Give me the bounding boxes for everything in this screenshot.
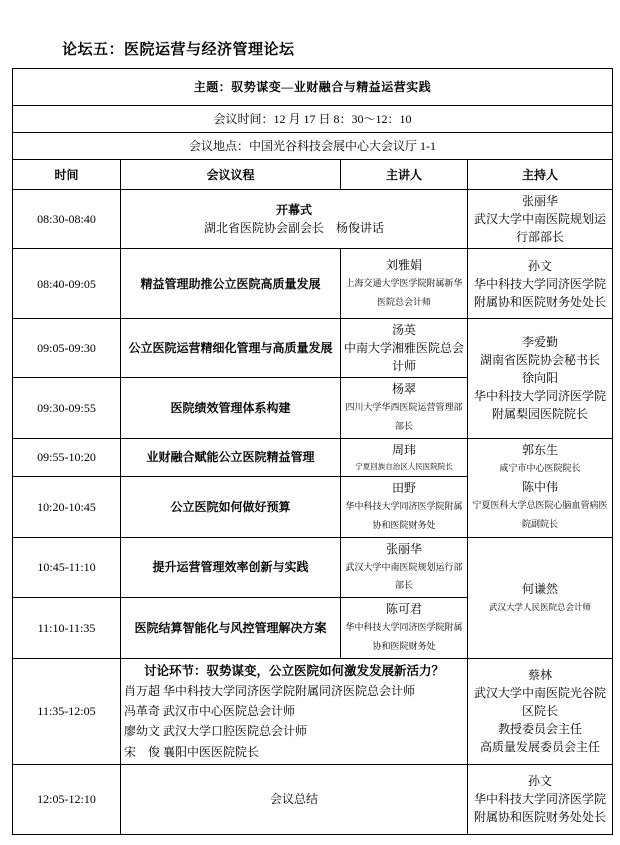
time-cell: 10:45-11:10: [13, 537, 121, 598]
host-name: 郭东生: [522, 443, 559, 458]
time-cell: 08:40-09:05: [13, 249, 121, 319]
host-cell-merged: [468, 537, 613, 659]
header-agenda: 会议议程: [121, 160, 341, 190]
speaker-affiliation: 四川大学华西医院运营管理部部长: [345, 402, 463, 431]
speaker-affiliation: 中南大学湘雅医院总会计师: [344, 341, 465, 373]
schedule-row: [13, 249, 613, 319]
host-affiliation: 武汉大学人民医院总会计师: [489, 601, 592, 612]
theme-cell: 主题：驭势谋变—业财融合与精益运营实践: [13, 69, 613, 106]
speaker-name: 张丽华: [385, 541, 422, 556]
speaker-name: 周玮: [391, 442, 416, 457]
document-page: [0, 38, 620, 845]
host-affiliation: 咸宁市中心医院院长: [499, 463, 581, 474]
speaker-affiliation: 武汉大学中南医院规划运行部部长: [345, 561, 463, 591]
host-affiliation: 教授委员会主任: [498, 722, 583, 737]
header-time: 时间: [13, 160, 121, 190]
host-name: 徐向阳: [522, 371, 559, 386]
speaker-cell: [341, 249, 468, 319]
host-name: 李爱勤: [522, 335, 559, 350]
speaker-cell: [341, 598, 468, 659]
discussion-cell: [121, 659, 468, 765]
meeting-time-cell: 会议时间：12 月 17 日 8：30～12：10: [13, 106, 613, 133]
agenda-cell: 业财融合赋能公立医院精益管理: [121, 438, 341, 476]
speaker-name: 刘雅娟: [385, 257, 422, 272]
conference-schedule-table: [12, 68, 613, 835]
time-cell: 11:10-11:35: [13, 598, 121, 659]
host-affiliation: 高质量发展委员会主任: [480, 740, 601, 755]
agenda-cell: [121, 190, 468, 249]
meeting-time-row: [13, 106, 613, 133]
agenda-detail: 湖北省医院协会副会长 杨俊讲话: [203, 221, 384, 235]
time-cell: 12:05-12:10: [13, 764, 121, 834]
discussion-title: 讨论环节：驭势谋变，公立医院如何激发发展新活力？: [143, 664, 444, 679]
agenda-cell: 公立医院如何做好预算: [121, 476, 341, 537]
speaker-affiliation: 华中科技大学同济医学院附属协和医院财务处: [345, 500, 463, 530]
host-affiliation: 华中科技大学同济医学院附属协和医院财务处处长: [474, 792, 607, 825]
time-cell: 11:35-12:05: [13, 659, 121, 765]
host-name: 孙文: [528, 774, 553, 789]
schedule-row: [13, 537, 613, 598]
agenda-cell: 医院结算智能化与风控管理解决方案: [121, 598, 341, 659]
host-cell-merged: [468, 319, 613, 439]
meeting-location-cell: 会议地点：中国光谷科技会展中心大会议厅 1-1: [13, 133, 613, 160]
speaker-name: 陈可君: [385, 602, 422, 617]
time-cell: 08:30-08:40: [13, 190, 121, 249]
agenda-cell: 公立医院运营精细化管理与高质量发展: [121, 319, 341, 378]
speaker-name: 杨翠: [391, 382, 416, 396]
host-cell-merged: [468, 438, 613, 537]
theme-row: [13, 69, 613, 106]
host-affiliation: 武汉大学中南医院光谷院区院长: [474, 686, 607, 719]
host-affiliation: 华中科技大学同济医学院附属梨园医院院长: [474, 389, 607, 422]
schedule-row-summary: [13, 764, 613, 834]
agenda-title: 开幕式: [275, 203, 312, 217]
speaker-cell: [341, 319, 468, 378]
panelist-line: 宋 俊 襄阳中医医院院长: [124, 744, 260, 759]
speaker-affiliation: 宁夏回族自治区人民医院院长: [355, 461, 453, 471]
host-affiliation: 华中科技大学同济医学院附属协和医院财务处处长: [474, 276, 607, 309]
column-header-row: [13, 160, 613, 190]
panelist-line: 廖幼文 武汉大学口腔医院总会计师: [124, 724, 308, 739]
speaker-affiliation: 上海交通大学医学院附属新华医院总会计师: [345, 277, 463, 307]
schedule-row-discussion: [13, 659, 613, 765]
time-cell: 09:55-10:20: [13, 438, 121, 476]
host-cell: [468, 764, 613, 834]
header-host: 主持人: [468, 160, 613, 190]
agenda-cell: 提升运营管理效率创新与实践: [121, 537, 341, 598]
host-name: 张丽华: [522, 194, 559, 208]
host-name: 蔡林: [528, 668, 553, 683]
schedule-row-opening: [13, 190, 613, 249]
host-cell: [468, 190, 613, 249]
speaker-affiliation: 华中科技大学同济医学院附属协和医院财务处: [345, 622, 463, 652]
host-name: 何谦然: [522, 581, 559, 596]
speaker-cell: [341, 537, 468, 598]
host-cell: [468, 249, 613, 319]
schedule-row: [13, 319, 613, 378]
panelist-line: 冯革奇 武汉市中心医院总会计师: [124, 704, 296, 719]
host-name: 陈中伟: [522, 480, 559, 495]
agenda-cell: 医院绩效管理体系构建: [121, 378, 341, 439]
schedule-row: [13, 438, 613, 476]
host-cell: [468, 659, 613, 765]
panelist-line: 肖万超 华中科技大学同济医学院附属同济医院总会计师: [124, 684, 416, 699]
meeting-location-row: [13, 133, 613, 160]
speaker-name: 田野: [391, 480, 416, 495]
speaker-cell: [341, 378, 468, 439]
speaker-cell: [341, 438, 468, 476]
time-cell: 09:05-09:30: [13, 319, 121, 378]
host-affiliation: 武汉大学中南医院规划运行部部长: [474, 212, 607, 244]
time-cell: 10:20-10:45: [13, 476, 121, 537]
page-title: 论坛五：医院运营与经济管理论坛: [62, 42, 295, 58]
agenda-cell: 会议总结: [121, 764, 468, 834]
header-speaker: 主讲人: [341, 160, 468, 190]
host-affiliation: 湖南省医院协会秘书长: [480, 353, 601, 368]
host-name: 孙文: [528, 258, 553, 273]
agenda-cell: 精益管理助推公立医院高质量发展: [121, 249, 341, 319]
host-affiliation: 宁夏医科大学总医院心脑血管病医院副院长: [472, 500, 608, 530]
speaker-cell: [341, 476, 468, 537]
time-cell: 09:30-09:55: [13, 378, 121, 439]
speaker-name: 汤英: [391, 323, 416, 337]
